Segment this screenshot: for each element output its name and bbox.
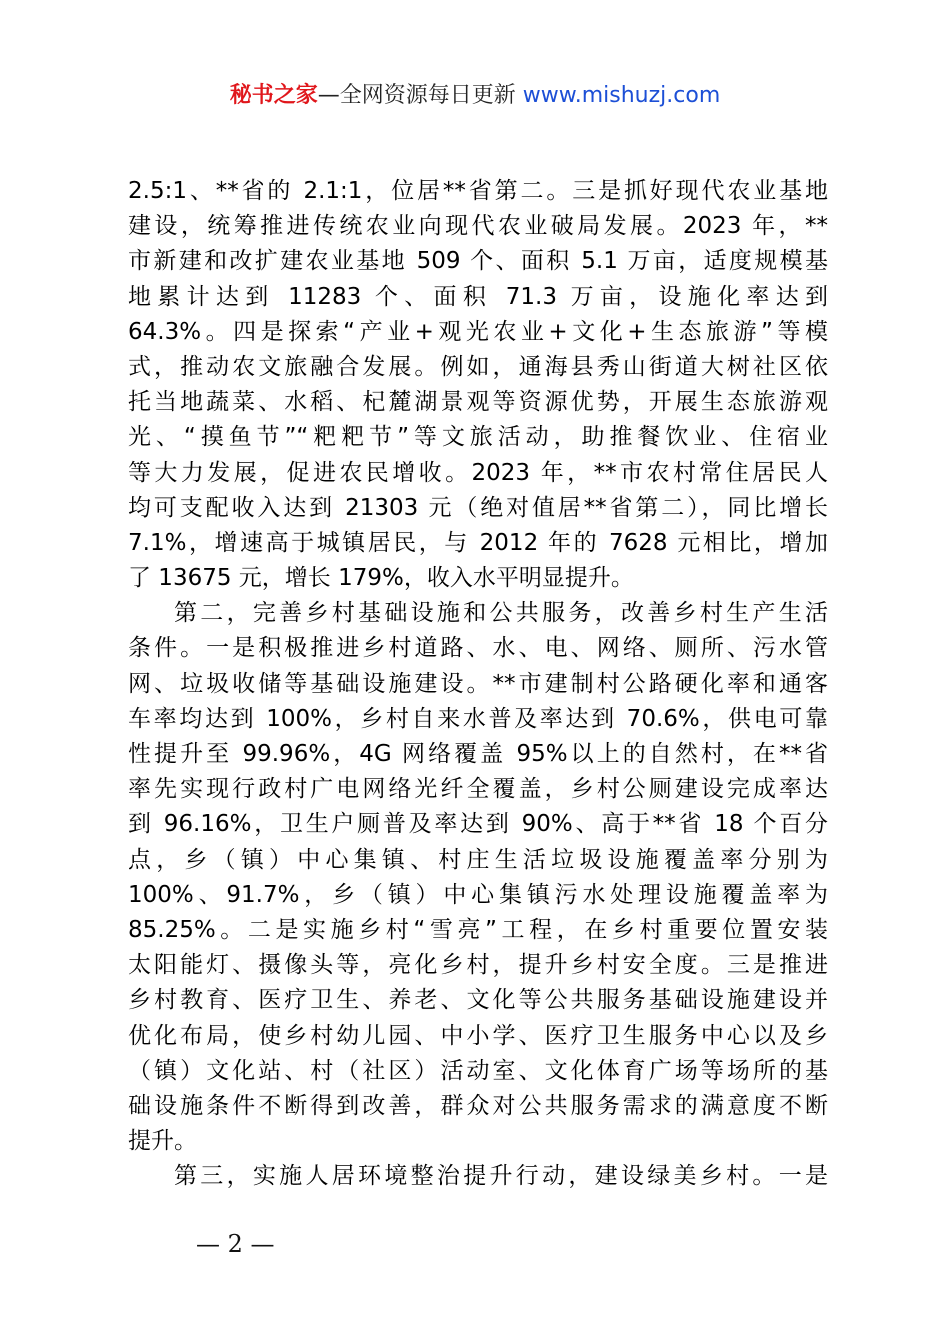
text-line: 等大力发展，促进农民增收。2023 年，**市农村常住居民人 xyxy=(128,459,828,486)
text-line: 建设，统筹推进传统农业向现代农业破局发展。2023 年，** xyxy=(128,213,828,240)
text-line: 地累计达到 11283 个、面积 71.3 万亩，设施化率达到 xyxy=(128,283,828,310)
site-brand: 秘书之家 xyxy=(229,83,318,108)
paragraph-start-line: 第三，实施人居环境整治提升行动，建设绿美乡村。一是 xyxy=(174,1163,828,1190)
site-tagline: —全网资源每日更新 xyxy=(317,83,523,108)
text-line: 车率均达到 100%，乡村自来水普及率达到 70.6%，供电可靠 xyxy=(128,705,828,732)
text-line: 网、垃圾收储等基础设施建设。**市建制村公路硬化率和通客 xyxy=(128,670,828,697)
text-line: 提升。 xyxy=(128,1128,197,1155)
text-line: 光、“摸鱼节”“粑粑节”等文旅活动，助推餐饮业、住宿业 xyxy=(128,424,828,451)
page-number: — 2 — xyxy=(196,1230,275,1258)
text-line: （镇）文化站、村（社区）活动室、文化体育广场等场所的基 xyxy=(128,1057,828,1084)
site-url-link[interactable]: www.mishuzj.com xyxy=(522,83,721,108)
text-line: 率先实现行政村广电网络光纤全覆盖，乡村公厕建设完成率达 xyxy=(128,776,828,803)
text-line: 7.1%，增速高于城镇居民，与 2012 年的 7628 元相比，增加 xyxy=(128,529,828,556)
site-header xyxy=(0,80,950,112)
document-body xyxy=(128,174,828,1194)
text-line: 到 96.16%，卫生户厕普及率达到 90%、高于**省 18 个百分 xyxy=(128,811,828,838)
text-line: 了 13675 元，增长 179%，收入水平明显提升。 xyxy=(128,565,634,592)
text-line: 均可支配收入达到 21303 元（绝对值居**省第二），同比增长 xyxy=(128,494,828,521)
text-line: 性提升至 99.96%，4G 网络覆盖 95%以上的自然村，在**省 xyxy=(128,741,828,767)
text-line: 条件。一是积极推进乡村道路、水、电、网络、厕所、污水管 xyxy=(128,635,828,662)
text-line: 点，乡（镇）中心集镇、村庄生活垃圾设施覆盖率分别为 xyxy=(128,846,828,873)
paragraph-start-line: 第二，完善乡村基础设施和公共服务，改善乡村生产生活 xyxy=(174,600,828,627)
text-line: 托当地蔬菜、水稻、杞麓湖景观等资源优势，开展生态旅游观 xyxy=(128,389,828,416)
text-line: 100%、91.7%，乡（镇）中心集镇污水处理设施覆盖率为 xyxy=(128,881,828,908)
text-line: 太阳能灯、摄像头等，亮化乡村，提升乡村安全度。三是推进 xyxy=(128,952,828,979)
text-line: 85.25%。二是实施乡村“雪亮”工程，在乡村重要位置安装 xyxy=(128,916,828,943)
text-line: 础设施条件不断得到改善，群众对公共服务需求的满意度不断 xyxy=(128,1092,828,1119)
text-line: 优化布局，使乡村幼儿园、中小学、医疗卫生服务中心以及乡 xyxy=(128,1022,828,1049)
text-line: 市新建和改扩建农业基地 509 个、面积 5.1 万亩，适度规模基 xyxy=(128,248,828,275)
text-line: 64.3%。四是探索“产业+观光农业+文化+生态旅游”等模 xyxy=(128,318,828,345)
text-line: 式，推动农文旅融合发展。例如，通海县秀山街道大树社区依 xyxy=(128,353,828,380)
text-line: 乡村教育、医疗卫生、养老、文化等公共服务基础设施建设并 xyxy=(128,987,828,1014)
text-line: 2.5:1、**省的 2.1:1，位居**省第二。三是抓好现代农业基地 xyxy=(128,178,828,204)
